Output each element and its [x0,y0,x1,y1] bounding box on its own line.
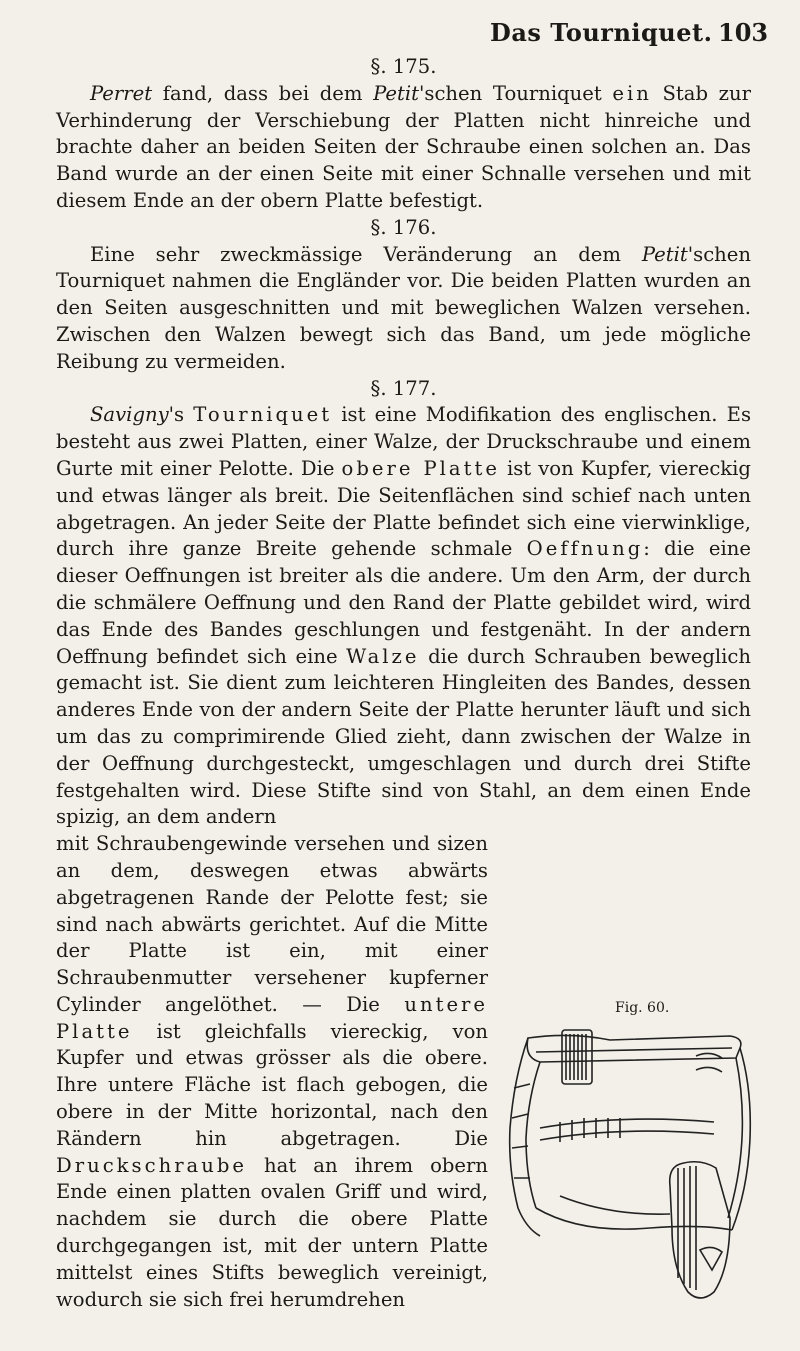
tourniquet-engraving-icon [500,1018,755,1310]
section-heading-177: §. 177. [370,376,437,400]
page-number: 103 [718,18,769,47]
running-title: Das Tourniquet. [490,18,713,47]
paragraph-176: Eine sehr zweckmässige Veränderung an dem Petit'schen Tourniquet nahmen die Engländer vor. Die beiden Platten wurden an den Seiten ausgeschnitten und mit beweglichen Walzen versehen. Zwischen den Walzen bewegt sich das Band, um jede mögliche Reibung zu vermeiden. [56,242,751,373]
paragraph-175: Perret fand, dass bei dem Petit'schen Tourniquet ein Stab zur Verhinderung der Verschiebung der Platten nicht hinreiche und brachte daher an beiden Seiten der Schraube einen solchen an. Das Band wurde an der einen Seite mit einer Schnalle versehen und mit diesem Ende an der obern Platte befestigt. [56,81,751,212]
paragraph-177-continued: mit Schraubengewinde versehen und sizen an dem, deswegen etwas abwärts abgetragenen Rande der Pelotte fest; sie sind nach abwärts gerichtet. Auf die Mitte der Platte ist ein, mit einer Schraubenmutter versehener kupferner Cylinder angelöthet. — Die untere Platte ist gleichfalls viereckig, von Kupfer und etwas grösser als die obere. Ihre untere Fläche ist flach gebogen, die obere in der Mitte horizontal, nach den Rändern hin abgetragen. Die Druckschraube hat an ihrem obern Ende einen platten ovalen Griff und wird, nachdem sie durch die obere Platte durchgegangen ist, mit der untern Platte mittelst eines Stifts beweglich vereinigt, wodurch sie sich frei herumdrehen [56,832,488,1311]
running-head [0,18,800,48]
figure-illustration [500,1018,755,1310]
author-name: Savigny [90,403,169,427]
author-name: Perret [90,81,153,105]
figure-label: Fig. 60. [615,1000,670,1016]
paragraph-177: Savigny's Tourniquet ist eine Modifikation des englischen. Es besteht aus zwei Platten, einer Walze, der Druckschraube und einem Gurte mit einer Pelotte. Die obere Platte ist von Kupfer, viereckig und etwas länger als breit. Die Seitenflächen sind schief nach unten abgetragen. An jeder Seite der Platte befindet sich eine vierwinklige, durch ihre ganze Breite gehende schmale Oeffnung: die eine dieser Oeffnungen ist breiter als die andere. Um den Arm, der durch die schmälere Oeffnung und den Rand der Platte gebildet wird, wird das Ende des Bandes geschlungen und festgenäht. In der andern Oeffnung befindet sich eine Walze die durch Schrauben beweglich gemacht ist. Sie dient zum leichteren Hingleiten des Bandes, dessen anderes Ende von der andern Seite der Platte herunter läuft und sich um das zu comprimirende Glied zieht, dann zwischen der Walze in der Oeffnung durchgesteckt, umgeschlagen und durch drei Stifte festgehalten wird. Diese Stifte sind von Stahl, an dem einen Ende spizig, an dem andern [56,403,751,829]
section-heading-175: §. 175. [370,55,437,78]
author-name: Petit [641,242,688,266]
section-heading-176: §. 176. [370,215,437,239]
author-name: Petit [373,81,420,105]
